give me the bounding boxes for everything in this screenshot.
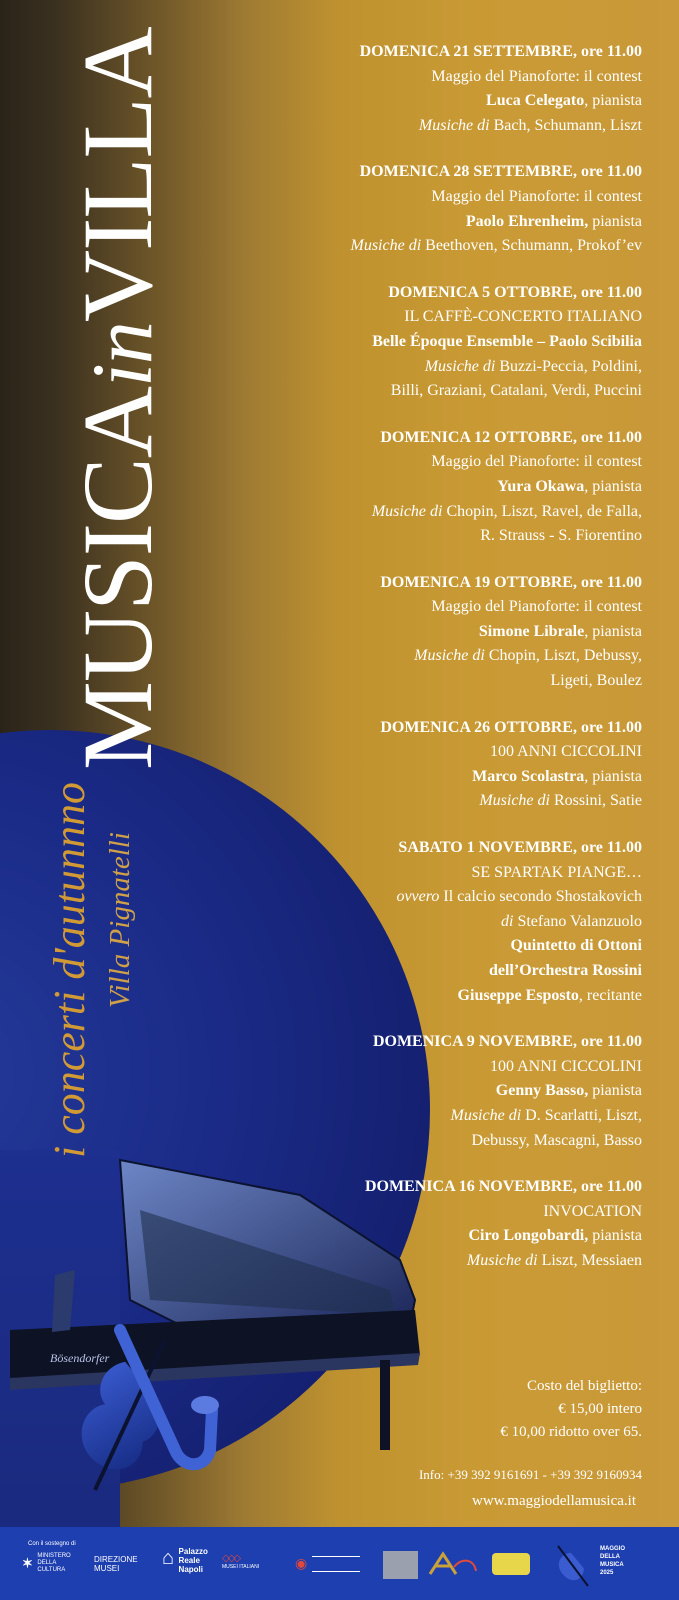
event-item [212,426,642,549]
event-detail-line [212,885,642,910]
event-detail-line [212,1079,642,1104]
event-text-segment: R. Strauss - S. Fiorentino [480,527,642,545]
event-text-segment: Musiche di [450,1106,522,1124]
event-date-time: DOMENICA 28 SETTEMBRE, ore 11.00 [359,163,642,181]
event-text-segment: Musiche di [424,357,496,375]
event-text-segment: Liszt, Messiaen [537,1251,642,1269]
event-detail-line [212,210,642,235]
event-text-segment: , pianista [584,767,642,785]
event-text-segment: Musiche di [350,237,422,255]
title-in: in [74,322,170,388]
event-item [212,1030,642,1153]
palazzo-reale-logo: ⌂ Palazzo Reale Napoli [162,1547,208,1574]
event-text-segment: Yura Okawa [497,477,585,495]
ticket-full-price: € 15,00 intero [558,1401,642,1417]
event-text-segment: , recitante [578,986,642,1004]
event-detail-line [212,500,642,525]
event-detail-line [212,620,642,645]
event-detail-line [212,475,642,500]
event-text-segment: D. Scarlatti, Liszt, [521,1106,642,1124]
regione-logo [295,1555,375,1575]
regione-icon: ◉ [295,1555,308,1571]
event-detail-line [212,984,642,1009]
event-text-segment: Stefano Valanzuolo [513,912,642,930]
event-text-segment: Debussy, Mascagni, Basso [471,1131,642,1149]
event-text-segment: Il calcio secondo Shostakovich [439,888,642,906]
event-date-time: DOMENICA 19 OTTOBRE, ore 11.00 [380,573,642,591]
event-text-segment: Buzzi-Peccia, Poldini, [495,357,642,375]
event-detail-line [212,669,642,694]
event-text-segment: , pianista [584,477,642,495]
event-text-segment: SE SPARTAK PIANGE… [471,863,642,881]
poster-title [43,27,193,770]
event-text-segment: Chopin, Liszt, Debussy, [484,647,642,665]
event-detail-line [212,89,642,114]
info-label: Info: [418,1467,445,1482]
event-date-time: DOMENICA 26 OTTOBRE, ore 11.00 [380,718,642,736]
event-text-segment: Chopin, Liszt, Ravel, de Falla, [442,502,642,520]
event-text-segment: 100 ANNI CICCOLINI [490,1057,642,1075]
collab-label: Con il sostegno di [28,1541,76,1547]
event-text-segment: Maggio del Pianoforte: il contest [431,453,642,471]
event-text-segment: Simone Librale [478,622,585,640]
event-date-time: DOMENICA 21 SETTEMBRE, ore 11.00 [359,43,642,60]
event-detail-line [212,234,642,259]
event-detail-line [212,330,642,355]
event-detail-line [212,934,642,959]
direzione-musei-logo: DIREZIONE MUSEI [94,1555,138,1573]
info-phones: +39 392 9161691 - +39 392 9160934 [447,1467,642,1482]
event-detail-line [212,959,642,984]
maggio-della-musica-logo: MAGGIO DELLA MUSICA 2025 [600,1546,625,1576]
venue-name: Villa Pignatelli [104,832,136,1008]
event-text-segment: di [500,912,514,930]
event-date-time: DOMENICA 16 NOVEMBRE, ore 11.00 [364,1178,642,1196]
event-text-segment: Rossini, Satie [549,792,642,810]
ticket-label: Costo del biglietto: [527,1378,642,1394]
event-text-segment: pianista [588,212,642,230]
event-item [212,160,642,258]
title-villa: VILLA [62,27,173,323]
event-list [212,40,642,1296]
mic-icon: ✶ [22,1555,33,1571]
event-detail-line [212,524,642,549]
event-detail-line [212,644,642,669]
event-text-segment: Musiche di [466,1251,538,1269]
event-text-segment: pianista [588,1227,642,1245]
event-text-segment: Musiche di [418,116,490,134]
mic-logo: ✶ MINISTERO DELLA CULTURA [22,1553,71,1573]
event-text-segment: INVOCATION [543,1202,642,1220]
title-musica: MUSICA [62,387,173,770]
event-detail-line [212,114,642,139]
event-date-time: DOMENICA 12 OTTOBRE, ore 11.00 [380,428,642,446]
event-text-segment: Quintetto di Ottoni [510,937,642,955]
event-detail-line [212,740,642,765]
event-text-segment: 100 ANNI CICCOLINI [490,743,642,761]
event-text-segment: Maggio del Pianoforte: il contest [431,67,642,85]
palazzo-icon: ⌂ [162,1547,175,1569]
event-date-time: DOMENICA 9 NOVEMBRE, ore 11.00 [372,1033,642,1051]
event-detail-line [212,305,642,330]
website-link[interactable]: www.maggiodellamusica.it [472,1493,636,1509]
event-text-segment: Bach, Schumann, Liszt [489,116,642,134]
info-contacts [282,1463,642,1486]
event-text-segment: Musiche di [414,647,485,665]
event-detail-line [212,379,642,404]
event-text-segment: dell’Orchestra Rossini [488,962,642,979]
event-text-segment: Ligeti, Boulez [550,672,642,690]
event-detail-line [212,355,642,380]
event-detail-line [212,910,642,935]
event-text-segment: IL CAFFÈ-CONCERTO ITALIANO [404,308,642,326]
event-item [212,836,642,1008]
maggio-violin-logo-icon [548,1541,598,1591]
event-text-segment: Beethoven, Schumann, Prokof’ev [421,237,642,255]
event-detail-line [212,450,642,475]
musei-italiani-logo: ◇◇◇ MUSEI ITALIANI [222,1553,277,1571]
event-item [212,571,642,694]
poster-subtitle: i concerti d'autunnno [45,781,94,1159]
event-detail-line [212,595,642,620]
event-text-segment: Billi, Graziani, Catalani, Verdi, Puccini [390,382,642,400]
event-text-segment: Musiche di [371,502,443,520]
ticket-reduced-price: € 10,00 ridotto over 65. [500,1424,642,1440]
yellow-sponsor-logo-icon [492,1553,530,1575]
event-date-time: DOMENICA 5 OTTOBRE, ore 11.00 [388,283,642,301]
ticket-prices [342,1375,642,1444]
event-text-segment: Maggio del Pianoforte: il contest [431,598,642,616]
event-date-time: SABATO 1 NOVEMBRE, ore 11.00 [398,839,642,857]
event-text-segment: Giuseppe Esposto [457,986,579,1004]
event-detail-line [212,765,642,790]
event-text-segment: Paolo Ehrenheim, [465,212,589,230]
musei-italiani-icon: ◇◇◇ [222,1553,240,1564]
event-detail-line [212,789,642,814]
event-item [212,40,642,138]
event-detail-line [212,65,642,90]
arena-logo-icon [428,1549,478,1579]
event-text-segment: Musiche di [479,792,550,810]
event-text-segment: , pianista [584,92,642,110]
event-detail-line [212,861,642,886]
event-item [212,281,642,404]
event-text-segment: Marco Scolastra [472,767,585,785]
event-detail-line [212,185,642,210]
event-text-segment: Ciro Longobardi, [468,1227,589,1245]
event-text-segment: , pianista [584,622,642,640]
maggio-musica-mark-icon [383,1551,418,1579]
event-detail-line [212,1104,642,1129]
event-text-segment: Maggio del Pianoforte: il contest [431,187,642,205]
event-text-segment: Genny Basso, [495,1082,589,1100]
event-text-segment: Belle Époque Ensemble – Paolo Scibilia [372,332,642,350]
event-text-segment: ovvero [396,888,440,906]
event-detail-line [212,1055,642,1080]
piano-brand-label: Bösendorfer [50,1351,110,1365]
event-item [212,716,642,814]
sponsor-footer [0,1527,679,1600]
event-text-segment: pianista [588,1082,642,1100]
event-text-segment: Luca Celegato [486,92,585,110]
